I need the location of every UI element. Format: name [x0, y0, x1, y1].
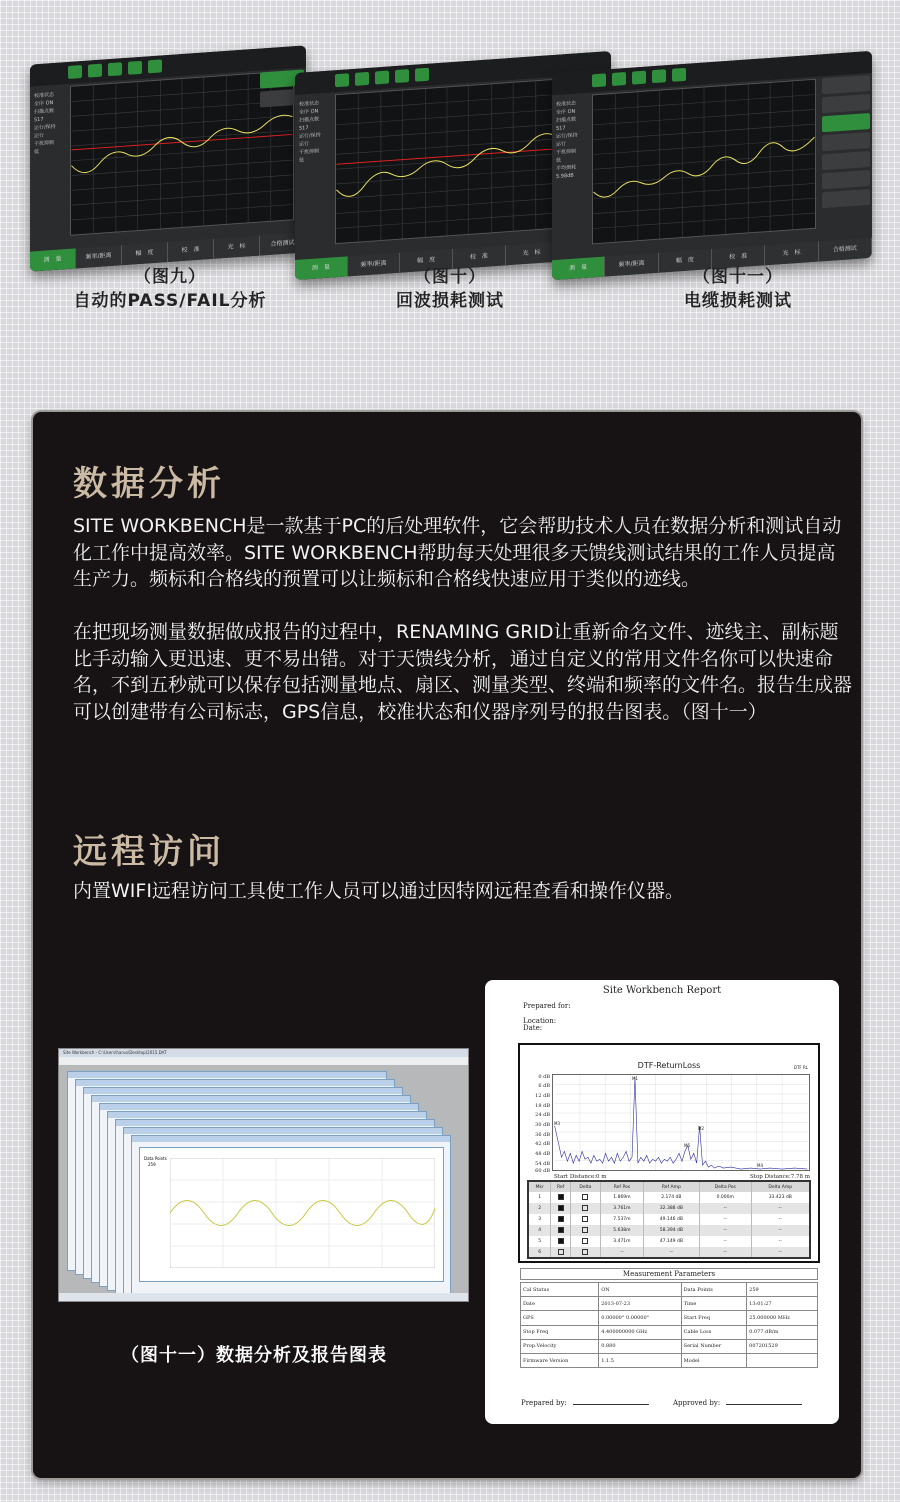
table-row: 2 3.761m 32.388 dB -- -- [528, 1203, 810, 1214]
params-title: Measurement Parameters [520, 1268, 818, 1280]
software-trace [170, 1158, 435, 1268]
device-bottom-bar: 测 量 频率/距离 幅 度 校 准 光 标 合格测试 [552, 238, 872, 280]
report-date: Date: [523, 1024, 543, 1032]
device-screenshot-pass-fail [30, 45, 306, 271]
right-button [822, 75, 870, 94]
marker-label: M1 [632, 1076, 638, 1081]
content-panel [33, 412, 861, 1478]
right-button [822, 94, 870, 113]
report-location: Location: [523, 1017, 557, 1025]
graph-value: 259 [148, 1162, 156, 1167]
fail-indicator: FAIL [170, 79, 195, 92]
y-tick: 0 dB [538, 1074, 550, 1080]
window-statusbar [59, 1293, 468, 1301]
marker-label: M4 [757, 1163, 763, 1168]
figure-number: （图十一） [693, 267, 783, 287]
device-right-panel [822, 75, 870, 211]
y-tick: 48 dB [535, 1151, 550, 1157]
device-caption [320, 265, 580, 313]
remote-paragraph: 内置WIFI远程访问工具使工作人员可以通过因特网远程查看和操作仪器。 [73, 880, 684, 902]
device-sidebar: 校准状态 全序 ON 扫描点数 517 运行/保持 运行 干扰抑制 低 平均损耗 5.98dB [556, 100, 578, 180]
report-card [485, 980, 839, 1424]
fail-indicator: FAIL [439, 87, 464, 100]
params-table [520, 1282, 818, 1368]
right-button [822, 170, 870, 189]
stop-distance: Stop Distance:7.78 m [750, 1174, 810, 1180]
dtf-plot [552, 1074, 810, 1171]
right-button [822, 132, 870, 151]
table-row: 3 7.537m 49.146 dB -- -- [528, 1214, 810, 1225]
figure-subcaption: 回波损耗测试 [396, 291, 504, 311]
graph-label: Data Points [144, 1156, 167, 1161]
window-toolbar [59, 1057, 468, 1065]
device-screenshot-cable-loss [552, 51, 872, 280]
device-screenshots [0, 0, 900, 400]
y-tick: 18 dB [535, 1103, 550, 1109]
table-row: GPS 0.00000° 0.00000° Start Freq 25.000000 MHz [521, 1311, 818, 1325]
brightness-icon [415, 68, 429, 82]
table-row: Cal Status ON Data Points 259 [521, 1283, 818, 1297]
device-sidebar: 校准状态 全序 ON 扫描点数 517 运行/保持 运行 干扰抑制 低 [299, 100, 321, 164]
col-header: Mkr [528, 1181, 551, 1192]
marker-label: M2 [698, 1126, 704, 1131]
analysis-paragraph-2: 在把现场测量数据做成报告的过程中，RENAMING GRID让重新命名文件、迹线主、副标题比手动输入更迅速、更不易出错。对于天馈线分析，通过自定义的常用文件名你可以快速命名，不到五秒就可以保存包括测量地点、扇区、测量类型、终端和频率的文件名。报告生成器可以创建带有公司标志，GPS信息，校准状态和仪器序列号的报告图表。（图十一） [73, 621, 853, 723]
right-button [822, 151, 870, 170]
col-header: Delta Pos [700, 1181, 752, 1192]
figure-subcaption: 自动的PASS/FAIL分析 [73, 291, 267, 311]
software-graph [139, 1147, 444, 1282]
camera-icon [375, 70, 389, 84]
device-sidebar: 校准状态 全序 ON 扫描点数 517 运行/保持 运行 干扰抑制 低 [34, 91, 56, 156]
table-row: Stop Freq 4.400000000 GHz Cable Loss 0.077 dB/m [521, 1325, 818, 1339]
table-row: 1 1.869m 2.174 dB 0.000m 33.423 dB [528, 1192, 810, 1203]
table-row: 4 5.638m 58.394 dB -- -- [528, 1225, 810, 1236]
col-header: Ref Amp [643, 1181, 699, 1192]
analysis-paragraph-1: SITE WORKBENCH是一款基于PC的后处理软件，它会帮助技术人员在数据分析和测试自动化工作中提高效率。SITE WORKBENCH帮助每天处理很多天馈线测试结果的工作人员提高生产力。频标和合格线的预置可以让频标和合格线快速应用于类似的迹线。 [73, 515, 842, 590]
y-tick: 42 dB [535, 1141, 550, 1147]
grid-icon [355, 72, 369, 86]
figure-number: （图十） [414, 267, 486, 287]
chart-title: DTF-ReturnLoss [637, 1061, 701, 1070]
report-title: Site Workbench Report [602, 985, 722, 996]
section-title-analysis: 数据分析 [73, 464, 225, 504]
y-tick: 54 dB [535, 1161, 550, 1167]
save-icon [128, 61, 142, 75]
section-title-remote: 远程访问 [73, 832, 225, 872]
chart-legend: DTF RL [793, 1065, 808, 1070]
y-tick: 30 dB [535, 1122, 550, 1128]
approved-by: Approved by: [673, 1399, 802, 1407]
y-tick: 24 dB [535, 1112, 550, 1118]
col-header: Delta [570, 1181, 600, 1192]
device-bottom-bar: 测 量 频率/距离 幅 度 校 准 光 标 合格测试 [30, 232, 306, 271]
y-tick: 6 dB [538, 1083, 550, 1089]
home-icon [335, 73, 349, 87]
table-row: Prop.Velocity 0.880 Serial Number 007201529 [521, 1339, 818, 1353]
right-button [822, 189, 870, 208]
table-row: Firmware Version 1.1.5 Model [521, 1353, 818, 1367]
software-screenshot [58, 1048, 469, 1302]
table-row: 5 3.471m 47.149 dB -- -- [528, 1236, 810, 1247]
report-prepared-for: Prepared for: [523, 1002, 571, 1010]
device-trace-screen [335, 79, 559, 245]
report-chart [518, 1043, 820, 1263]
device-caption [608, 265, 868, 313]
prepared-by: Prepared by: [521, 1399, 649, 1407]
device-bottom-bar: 测 量 频率/距离 幅 度 校 准 光 标 [295, 238, 611, 280]
camera-icon [108, 62, 122, 76]
device-trace-screen [592, 79, 816, 245]
marker-label: M5 [684, 1143, 690, 1148]
save-icon [652, 69, 666, 83]
marker-table [527, 1180, 811, 1259]
y-tick: 36 dB [535, 1132, 550, 1138]
home-icon [592, 73, 606, 87]
col-header: Delta Amp [751, 1181, 810, 1192]
y-tick: 60 dB [535, 1168, 550, 1174]
home-icon [68, 65, 82, 79]
save-icon [395, 69, 409, 83]
brightness-icon [148, 59, 162, 73]
marker-label: M3 [554, 1121, 560, 1126]
grid-icon [88, 64, 102, 78]
device-caption [40, 265, 300, 313]
camera-icon [632, 71, 646, 85]
figure-number: （图九） [134, 267, 206, 287]
y-tick: 12 dB [535, 1093, 550, 1099]
grid-icon [612, 72, 626, 86]
col-header: Ref Pos [601, 1181, 644, 1192]
right-button [822, 113, 870, 132]
table-row: 6 -- -- -- -- [528, 1247, 810, 1258]
start-distance: Start Distance:0 m [554, 1174, 607, 1180]
figure-caption: （图十一）数据分析及报告图表 [121, 1345, 387, 1366]
figure-subcaption: 电缆损耗测试 [684, 291, 792, 311]
window-titlebar: Site Workbench - C:\Users\haruo\Desktop\2015.DAT [59, 1049, 468, 1057]
brightness-icon [672, 68, 686, 82]
col-header: Ref [551, 1181, 570, 1192]
table-row: Date 2013-07-23 Time 13:01:27 [521, 1297, 818, 1311]
